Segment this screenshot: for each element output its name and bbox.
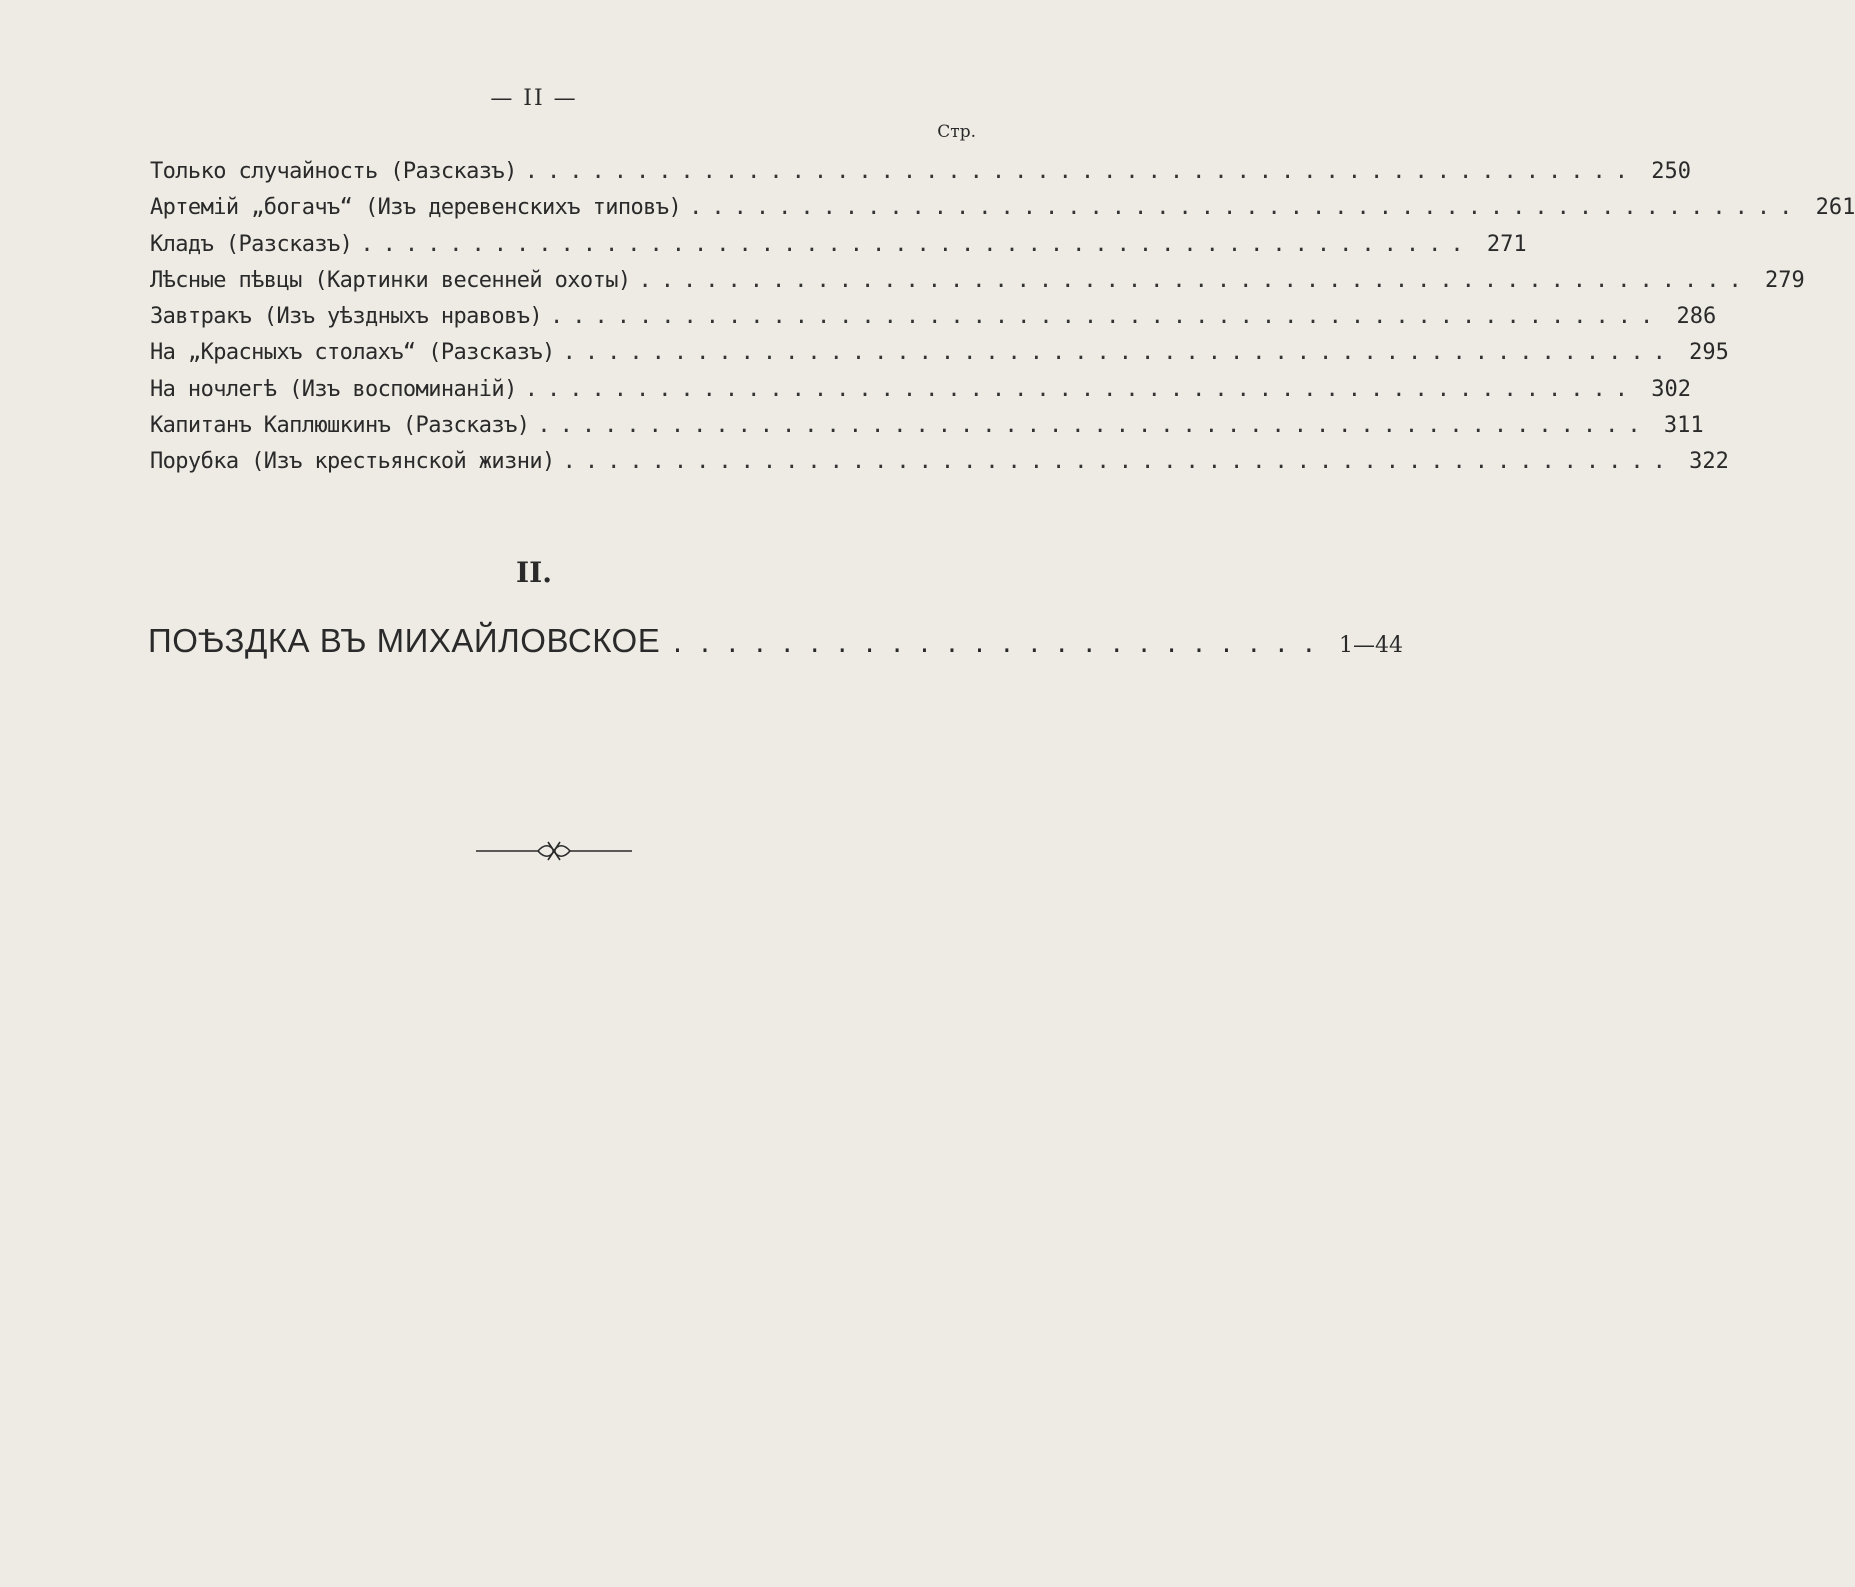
toc-entry bbox=[150, 190, 1855, 226]
section-heading: II. bbox=[516, 556, 552, 589]
dot-leader: .................................................. bbox=[638, 267, 1751, 293]
toc-entry bbox=[150, 335, 1729, 371]
toc-entry-title: Завтракъ (Изъ уѣздныхъ нравовъ) bbox=[150, 304, 542, 330]
toc-entry-title: На ночлегѣ (Изъ воспоминаній) bbox=[150, 376, 517, 402]
toc-entry-title: На „Красныхъ столахъ“ (Разсказъ) bbox=[150, 340, 555, 366]
dot-leader: .................................................. bbox=[689, 195, 1802, 221]
toc-entry-page: 250 bbox=[1651, 159, 1691, 184]
toc-entry-page: 322 bbox=[1689, 449, 1729, 475]
dot-leader: .................................................. bbox=[562, 340, 1675, 366]
toc-entry bbox=[150, 227, 1527, 263]
dot-leader: ........................ bbox=[670, 630, 1330, 658]
dot-leader: .................................................. bbox=[550, 304, 1663, 330]
toc-entry-title: Только случайность (Разсказъ) bbox=[150, 159, 517, 184]
section-entry-page: 1—44 bbox=[1339, 633, 1404, 658]
toc-entry bbox=[150, 154, 1691, 190]
dot-leader: .................................................. bbox=[524, 376, 1637, 402]
toc-entry-title: Лѣсные пѣвцы (Картинки весенней охоты) bbox=[150, 267, 631, 293]
toc-entry-page: 302 bbox=[1651, 376, 1691, 402]
toc-entry bbox=[150, 263, 1805, 299]
dot-leader: .................................................. bbox=[562, 449, 1675, 475]
toc-entry-page: 271 bbox=[1486, 231, 1527, 257]
toc-entry bbox=[150, 408, 1704, 444]
fleuron-divider-icon bbox=[474, 836, 634, 866]
page-column-label: Стр. bbox=[937, 122, 976, 142]
toc-entry bbox=[150, 444, 1729, 480]
toc-entry-title: Артемій „богачъ“ (Изъ деревенскихъ типовъ) bbox=[150, 195, 682, 221]
page-number: — II — bbox=[490, 86, 578, 111]
dot-leader: .................................................. bbox=[537, 413, 1650, 439]
toc-entry-page: 261 bbox=[1815, 195, 1855, 221]
dot-leader: .................................................. bbox=[360, 231, 1473, 257]
toc-entry-title: Кладъ (Разсказъ) bbox=[150, 231, 353, 257]
toc-entry bbox=[150, 299, 1717, 335]
section-entry-title: ПОѢЗДКА ВЪ МИХАЙЛОВСКОЕ bbox=[148, 622, 661, 659]
toc-entry-page: 295 bbox=[1689, 340, 1729, 366]
toc-entry-page: 311 bbox=[1663, 413, 1704, 439]
dot-leader: .................................................. bbox=[524, 159, 1637, 184]
toc-entry bbox=[150, 372, 1691, 408]
toc-entry-page: 279 bbox=[1765, 267, 1805, 293]
toc-entry-page: 286 bbox=[1676, 304, 1717, 330]
toc-entry-title: Порубка (Изъ крестьянской жизни) bbox=[150, 449, 555, 475]
section-entry bbox=[148, 622, 1404, 660]
toc-entry-title: Капитанъ Каплюшкинъ (Разсказъ) bbox=[150, 413, 530, 439]
table-of-contents bbox=[150, 154, 1855, 481]
